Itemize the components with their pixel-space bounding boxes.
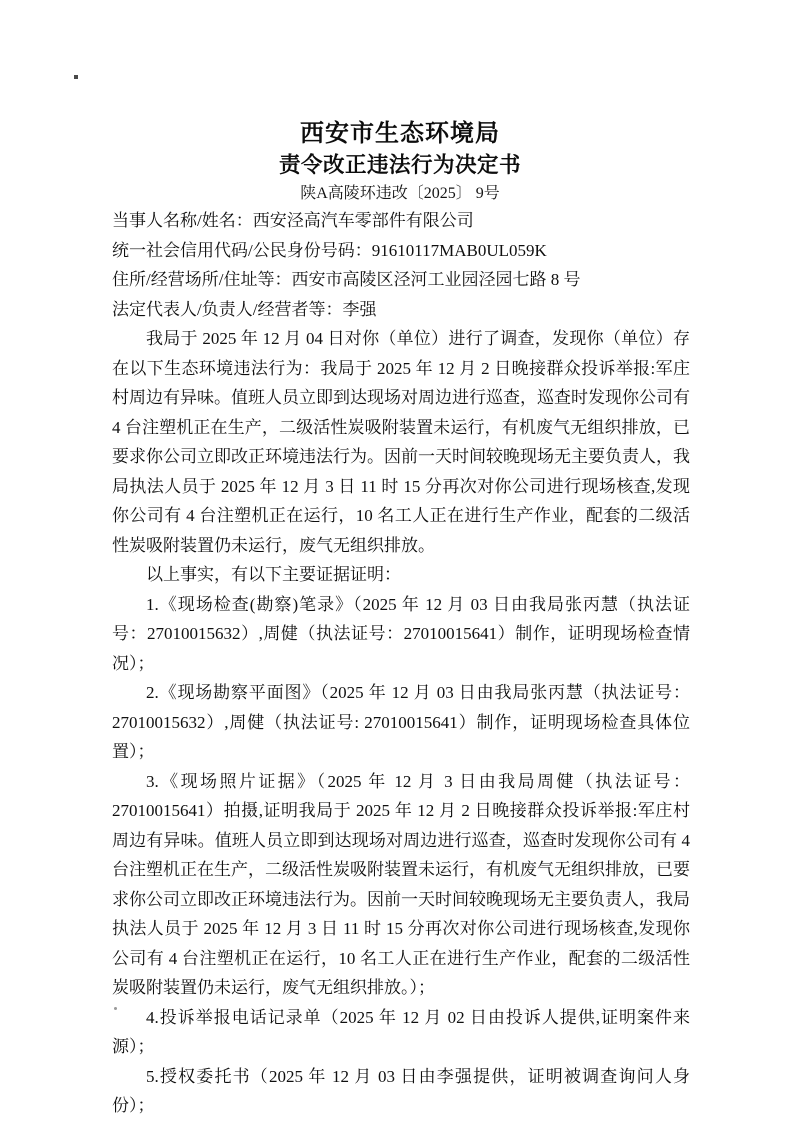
credit-code-value: 91610117MAB0UL059K <box>371 240 547 260</box>
scan-artifact-speck <box>74 75 78 79</box>
evidence-item-3: 3.《现场照片证据》（2025 年 12 月 3 日由我局周健（执法证号：27010015641）拍摄,证明我局于 2025 年 12 月 2 日晚接群众投诉举报:军庄村周边有异味。值班人员立即到达现场对周边进行巡查，巡查时发现你公司有 4 台注塑机正在生产，二级活性炭吸附装置未运行，有机废气无组织排放，已要求你公司立即改正环境违法行为。因前一天时间较晚现场无主要负责人，我局执法人员于 2025 年 12 月 3 日 11 时 15 分再次对你公司进行现场核查,发现你公司有 4 台注塑机正在运行，10 名工人正在进行生产作业，配套的二级活性炭吸附装置仍未运行，废气无组织排放。）； <box>112 771 690 997</box>
legal-representative-value: 李强 <box>342 299 377 319</box>
address-value: 西安市高陵区泾河工业园泾园七路 8 号 <box>291 270 581 289</box>
evidence-item-5: 5.授权委托书（2025 年 12 月 03 日由李强提供，证明被调查询问人身份）； <box>112 1066 690 1115</box>
evidence-item-1: 1.《现场检查(勘察)笔录》（2025 年 12 月 03 日由我局张丙慧（执法证号：27010015632）,周健（执法证号：27010015641）制作，证明现场检查情况）； <box>112 594 690 673</box>
party-name-row <box>112 206 690 236</box>
address-label: 住所/经营场所/住址等： <box>112 270 292 289</box>
legal-representative-row <box>112 295 690 325</box>
credit-code-row <box>112 236 690 266</box>
address-row <box>112 265 690 295</box>
investigation-paragraph: 我局于 2025 年 12 月 04 日对你（单位）进行了调查，发现你（单位）存在以下生态环境违法行为：我局于 2025 年 12 月 2 日晚接群众投诉举报:军庄村周边有异味。值班人员立即到达现场对周边进行巡查，巡查时发现你公司有 4 台注塑机正在生产，二级活性炭吸附装置未运行，有机废气无组织排放，已要求你公司立即改正环境违法行为。因前一天时间较晚现场无主要负责人，我局执法人员于 2025 年 12 月 3 日 11 时 15 分再次对你公司进行现场核查,发现你公司有 4 台注塑机正在运行，10 名工人正在进行生产作业，配套的二级活性炭吸附装置仍未运行，废气无组织排放。 <box>112 329 690 555</box>
evidence-item-2: 2.《现场勘察平面图》（2025 年 12 月 03 日由我局张丙慧（执法证号：27010015632）,周健（执法证号: 27010015641）制作，证明现场检查具体位置）； <box>112 683 690 761</box>
evidence-item-4: 4.投诉举报电话记录单（2025 年 12 月 02 日由投诉人提供,证明案件来源）； <box>112 1007 690 1056</box>
party-name-value: 西安泾高汽车零部件有限公司 <box>252 211 474 230</box>
document-type-title: 责令改正违法行为决定书 <box>278 153 521 177</box>
party-name-label: 当事人名称/姓名： <box>112 211 253 230</box>
evidence-intro: 以上事实，有以下主要证据证明： <box>146 565 401 584</box>
legal-representative-label: 法定代表人/负责人/经营者等： <box>112 299 343 319</box>
document-body <box>112 206 690 1121</box>
credit-code-label: 统一社会信用代码/公民身份号码： <box>112 240 372 260</box>
document-number: 陕A高陵环违改〔2025〕 9号 <box>300 185 500 202</box>
agency-title: 西安市生态环境局 <box>300 121 500 147</box>
document-header <box>0 119 800 207</box>
